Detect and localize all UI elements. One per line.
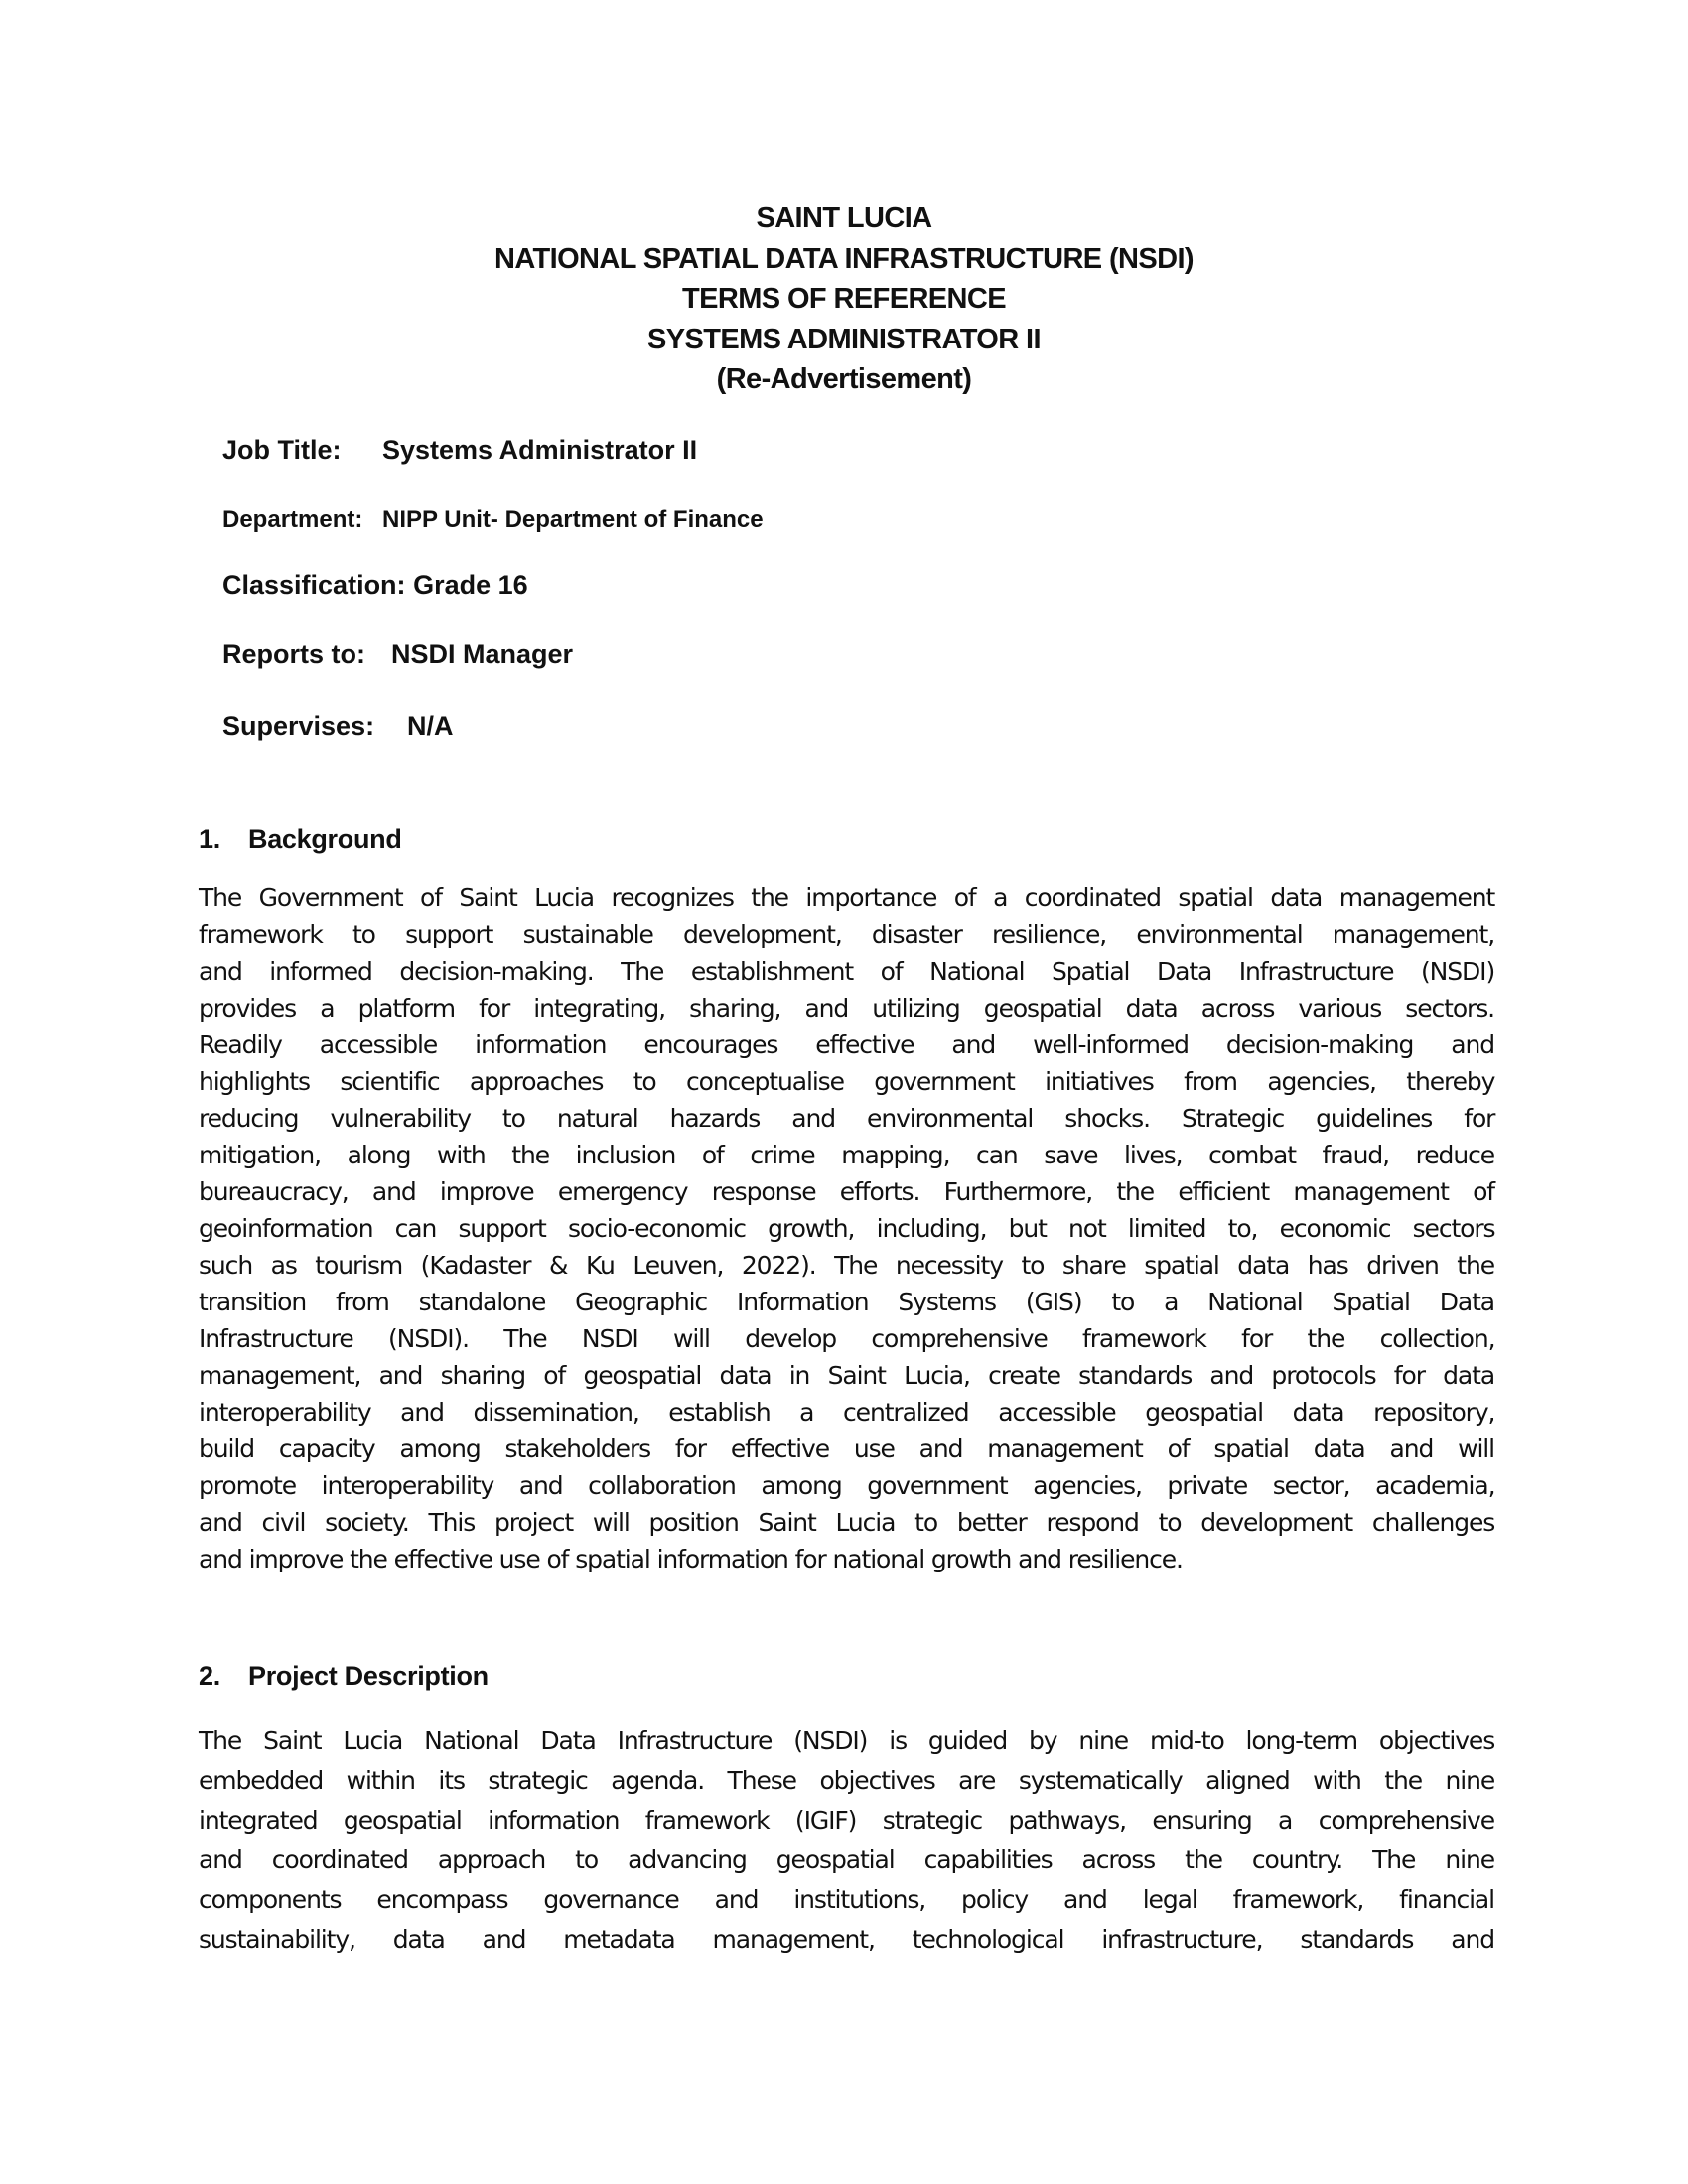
paragraph-line: mitigation, along with the inclusion of crime mapping, can save lives, combat fraud, reduce [199,1141,1494,1169]
background-paragraph [199,880,1494,1577]
section-heading-background [199,824,402,855]
paragraph-line: and civil society. This project will position Saint Lucia to better respond to development challenges [199,1508,1495,1537]
supervises-row [222,711,454,742]
job-title-value: Systems Administrator II [382,435,698,465]
paragraph-line: The Government of Saint Lucia recognizes the importance of a coordinated spatial data management [199,884,1495,912]
section-title: Background [248,824,402,854]
paragraph-line: Readily accessible information encourages effective and well-informed decision-making and [199,1030,1494,1059]
project-description-paragraph [199,1721,1494,1960]
paragraph-line: and informed decision-making. The establishment of National Spatial Data Infrastructure (NSDI) [199,957,1495,986]
paragraph-line: integrated geospatial information framework (IGIF) strategic pathways, ensuring a comprehensive [199,1806,1494,1835]
paragraph-line: highlights scientific approaches to conceptualise government initiatives from agencies, thereby [199,1067,1495,1096]
paragraph-line: framework to support sustainable development, disaster resilience, environmental management, [199,920,1495,949]
title-position: SYSTEMS ADMINISTRATOR II [647,323,1041,355]
job-title-label: Job Title: [222,435,342,465]
paragraph-line: and improve the effective use of spatial information for national growth and resilience. [199,1545,1183,1573]
classification-value: Grade 16 [413,570,528,600]
document-title [0,199,1688,400]
section-number: 1. [199,824,220,854]
department-label: Department: [222,506,363,533]
paragraph-line: and coordinated approach to advancing geospatial capabilities across the country. The nine [199,1845,1494,1874]
supervises-value: N/A [407,711,454,741]
paragraph-line: transition from standalone Geographic Information Systems (GIS) to a National Spatial Data [199,1288,1494,1316]
job-title-row [222,435,697,466]
paragraph-line: Infrastructure (NSDI). The NSDI will develop comprehensive framework for the collection, [199,1324,1495,1353]
department-row [222,506,764,534]
paragraph-line: components encompass governance and institutions, policy and legal framework, financial [199,1885,1494,1914]
paragraph-line: reducing vulnerability to natural hazards and environmental shocks. Strategic guidelines for [199,1104,1495,1133]
section-number: 2. [199,1661,220,1691]
paragraph-line: geoinformation can support socio-economic growth, including, but not limited to, economic sectors [199,1214,1495,1243]
section-heading-project-description [199,1661,489,1692]
paragraph-line: sustainability, data and metadata management, technological infrastructure, standards and [199,1925,1494,1954]
reports-to-row [222,639,573,670]
paragraph-line: management, and sharing of geospatial data in Saint Lucia, create standards and protocols for data [199,1361,1495,1390]
paragraph-line: interoperability and dissemination, establish a centralized accessible geospatial data repository, [199,1398,1495,1427]
paragraph-line: promote interoperability and collaboration among government agencies, private sector, academia, [199,1471,1495,1500]
title-doc-type: TERMS OF REFERENCE [682,283,1006,315]
supervises-label: Supervises: [222,711,375,741]
department-value: NIPP Unit- Department of Finance [382,506,764,533]
classification-row [222,570,528,601]
classification-label: Classification: [222,570,406,600]
paragraph-line: provides a platform for integrating, sharing, and utilizing geospatial data across various sectors. [199,994,1494,1023]
title-readvertisement: (Re-Advertisement) [716,363,972,395]
paragraph-line: build capacity among stakeholders for effective use and management of spatial data and will [199,1434,1494,1463]
reports-to-value: NSDI Manager [391,639,574,669]
paragraph-line: bureaucracy, and improve emergency response efforts. Furthermore, the efficient management of [199,1177,1494,1206]
section-title: Project Description [248,1661,489,1691]
title-country: SAINT LUCIA [756,203,932,234]
paragraph-line: embedded within its strategic agenda. These objectives are systematically aligned with the nine [199,1766,1495,1795]
title-program: NATIONAL SPATIAL DATA INFRASTRUCTURE (NSDI) [494,242,1194,275]
paragraph-line: such as tourism (Kadaster & Ku Leuven, 2022). The necessity to share spatial data has driven the [199,1251,1494,1280]
reports-to-label: Reports to: [222,639,365,669]
paragraph-line: The Saint Lucia National Data Infrastructure (NSDI) is guided by nine mid-to long-term objectives [199,1726,1495,1755]
